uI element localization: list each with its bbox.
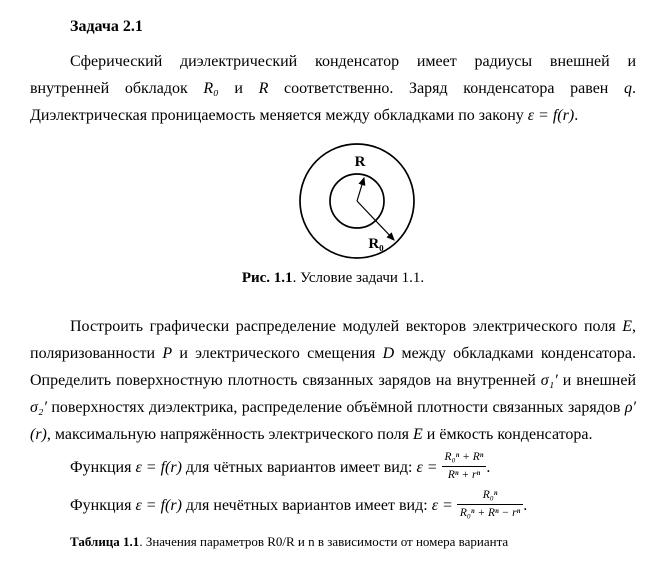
inner-radius-label: R xyxy=(354,154,366,170)
var-P: P xyxy=(162,345,173,362)
table-caption-text: . Значения параметров R0/R и n в зависимости от номера варианта xyxy=(139,534,509,549)
var-D: D xyxy=(382,345,395,362)
outer-radius-arrow xyxy=(357,201,394,240)
formula-odd-line xyxy=(70,488,636,524)
outer-radius-label: R₀ xyxy=(368,236,384,252)
fraction-even xyxy=(442,450,487,482)
task-paragraph xyxy=(30,313,636,448)
var-q: q xyxy=(624,80,633,97)
capacitor-diagram xyxy=(281,137,433,265)
formula-even-line xyxy=(70,450,636,486)
var-R0: R₀ xyxy=(203,80,219,97)
var-sigma1: σ₁′ xyxy=(540,372,558,389)
text-run: для нечётных вариантов имеет вид: xyxy=(181,497,432,514)
var-E: E xyxy=(413,426,423,443)
page-title: Задача 2.1 xyxy=(70,18,143,35)
text-run: и xyxy=(218,80,259,97)
figure-capacitor xyxy=(30,137,636,270)
figure-caption-number: Рис. 1.1 xyxy=(241,270,293,286)
text-run: . xyxy=(574,107,579,124)
fraction-odd xyxy=(457,488,523,520)
text-run: , максимальную напряжённость электрического поля xyxy=(46,426,413,443)
text-run: , поляризованности xyxy=(30,318,636,362)
text-run: поверхностях диэлектрика, распределение объёмной плотности связанных зарядов xyxy=(46,399,625,416)
var-rho: ρ′(r) xyxy=(30,399,636,443)
text-run: и ёмкость конденсатора. xyxy=(422,426,593,443)
var-eps-law: ε = f(r) xyxy=(135,459,182,476)
fraction-denominator: R₀ⁿ + Rⁿ − rⁿ xyxy=(459,506,521,519)
fraction-numerator: R₀ⁿ xyxy=(457,488,523,504)
figure-caption-text: . Условие задачи 1.1. xyxy=(292,270,425,286)
text-run: . Диэлектрическая проницаемость меняется между обкладками по закону xyxy=(30,80,637,124)
formula-lhs: ε = xyxy=(431,497,457,514)
text-run: и электрического смещения xyxy=(172,345,383,362)
text-run: . xyxy=(523,497,528,514)
table-caption xyxy=(70,534,636,550)
fraction-numerator: R₀ⁿ + Rⁿ xyxy=(442,450,487,466)
text-run: и внешней xyxy=(557,372,637,389)
var-sigma2: σ₂′ xyxy=(30,399,47,416)
figure-caption xyxy=(30,270,636,287)
text-run: . xyxy=(486,459,491,476)
var-R: R xyxy=(258,80,269,97)
text-run: между обкладками конденсатора. Определить поверхностную плотность связанных зарядов на внутренней xyxy=(30,345,637,389)
var-E: E xyxy=(622,318,632,335)
text-run: Сферический диэлектрический конденсатор имеет радиусы внешней и внутренней обкладок xyxy=(30,53,636,97)
table-caption-number: Таблица 1.1 xyxy=(70,534,140,549)
text-run: соответственно. Заряд конденсатора равен xyxy=(268,80,625,97)
text-run: для чётных вариантов имеет вид: xyxy=(181,459,417,476)
fraction-denominator: Rⁿ + rⁿ xyxy=(447,468,481,481)
text-run: Функция xyxy=(70,497,136,514)
problem-statement-paragraph xyxy=(30,48,636,129)
text-run: Функция xyxy=(70,459,136,476)
inner-radius-arrow xyxy=(357,178,364,201)
formula-lhs: ε = xyxy=(416,459,442,476)
text-run: Построить графически распределение модулей векторов электрического поля xyxy=(70,318,623,335)
var-eps-law: ε = f(r) xyxy=(135,497,182,514)
var-eps-law: ε = f(r) xyxy=(527,107,575,124)
